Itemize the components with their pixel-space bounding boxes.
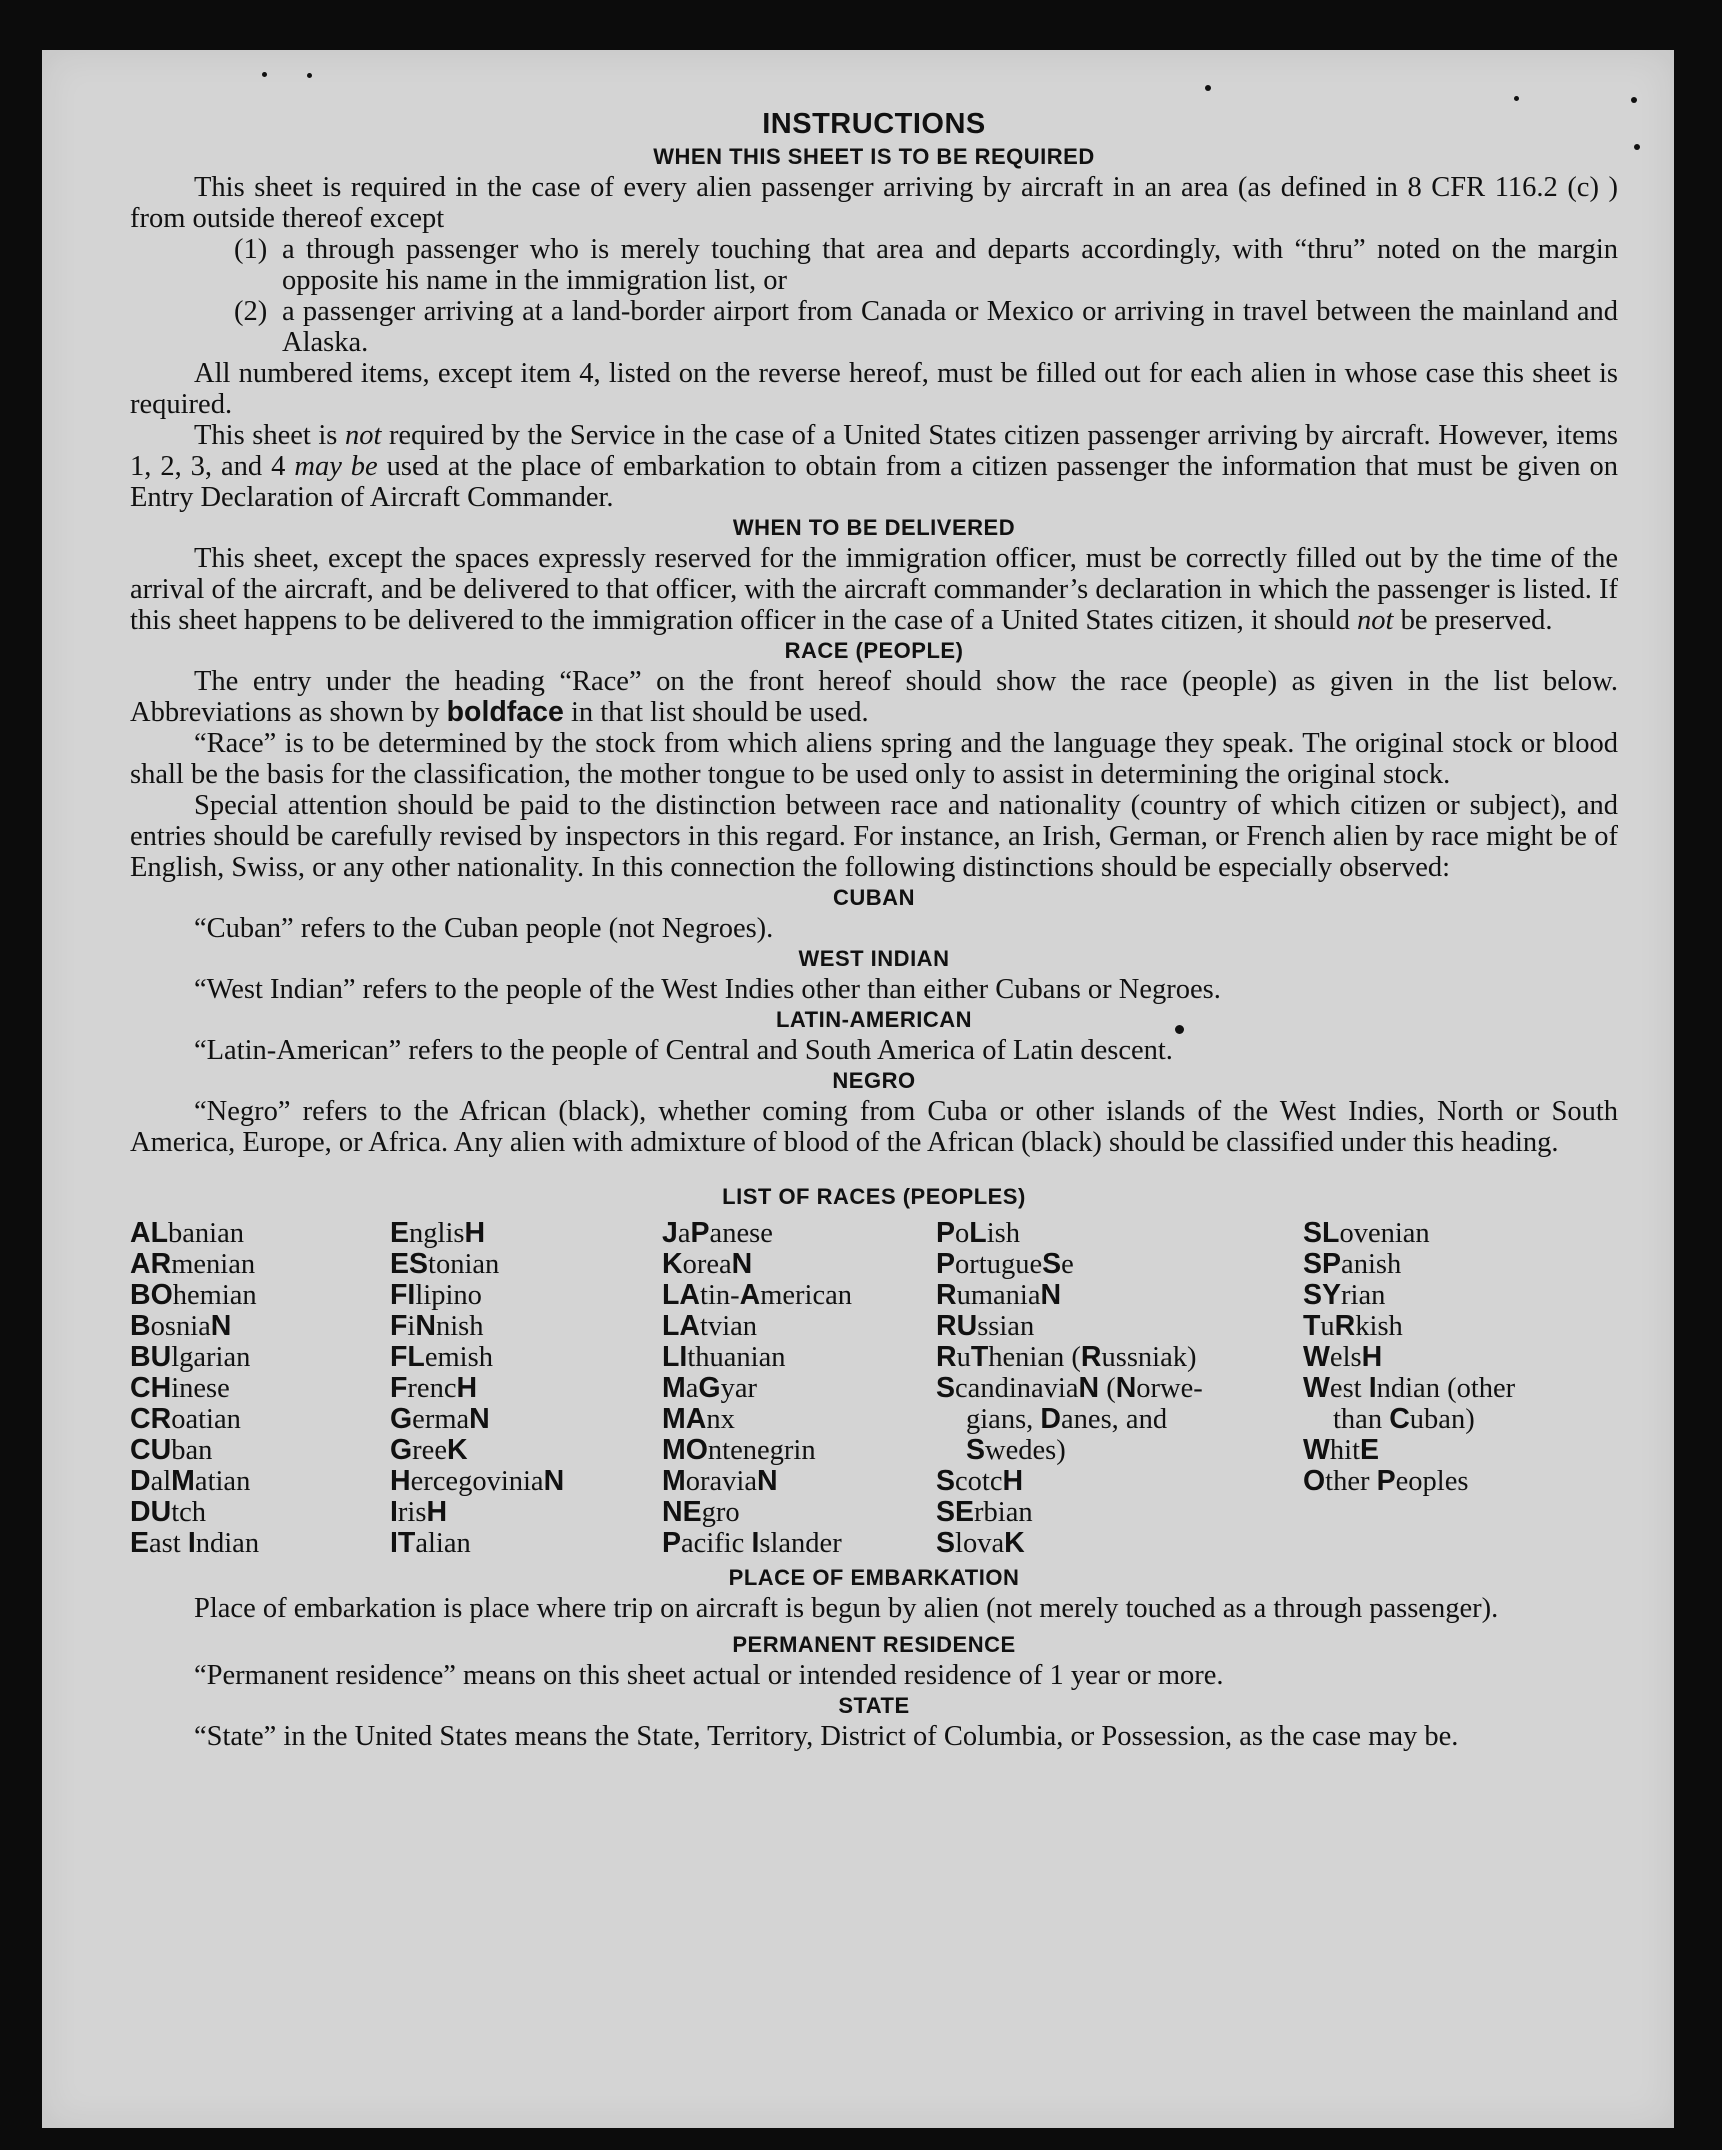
section-heading-embarkation: PLACE OF EMBARKATION: [728, 1565, 1020, 1590]
race-entry: SPanish: [1303, 1248, 1402, 1280]
list-item: [234, 296, 1618, 358]
section-heading-state: STATE: [838, 1693, 910, 1718]
section-heading-when-required: WHEN THIS SHEET IS TO BE REQUIRED: [653, 144, 1095, 169]
paragraph: “Cuban” refers to the Cuban people (not Negroes).: [194, 913, 774, 944]
race-entry: DalMatian: [130, 1465, 251, 1497]
race-entry: ScandinaviaN (Norwe-: [936, 1372, 1203, 1404]
race-entry: RUssian: [936, 1310, 1035, 1342]
race-entry: FLemish: [390, 1341, 493, 1373]
section-heading-latin-american: LATIN-AMERICAN: [775, 1007, 972, 1032]
section-heading-when-delivered: WHEN TO BE DELIVERED: [732, 515, 1016, 540]
paragraph: “Latin-American” refers to the people of Central and South America of Latin descent.: [194, 1035, 1173, 1066]
race-entry: GreeK: [390, 1434, 468, 1466]
paragraph: “Race” is to be determined by the stock from which aliens spring and the language they speak. The original stock or blood shall be the basis for the classification, the mother tongue to be used only to assist in determining the original stock.: [130, 728, 1618, 790]
paragraph: “Negro” refers to the African (black), whether coming from Cuba or other islands of the West Indies, North or South America, Europe, or Africa. Any alien with admixture of blood of the African (black) should be classified under this heading.: [130, 1096, 1618, 1158]
document-page: [42, 50, 1674, 2128]
item-text: a passenger arriving at a land-border airport from Canada or Mexico or arriving in travel between the mainland and Alaska.: [282, 296, 1618, 358]
race-entry: ALbanian: [130, 1217, 244, 1249]
item-text: a through passenger who is merely touching that area and departs accordingly, with “thru” noted on the margin opposite his name in the immigration list, or: [282, 234, 1618, 296]
text-run: in that list should be used.: [563, 697, 869, 728]
race-entry: BUlgarian: [130, 1341, 251, 1373]
race-entry: FiNnish: [390, 1310, 484, 1342]
race-entry: CUban: [130, 1434, 213, 1466]
race-column-2: [390, 1218, 662, 1559]
scan-speck: [1631, 97, 1637, 103]
race-entry: SlovaK: [936, 1527, 1025, 1559]
race-column-5: [1303, 1218, 1603, 1559]
race-entry: gians, Danes, and: [966, 1403, 1168, 1435]
section-heading-cuban: CUBAN: [833, 885, 915, 910]
race-entry: SYrian: [1303, 1279, 1386, 1311]
paragraph: [130, 666, 1618, 728]
race-entry: PoLish: [936, 1217, 1020, 1249]
race-entry: Pacific Islander: [662, 1527, 842, 1559]
text-run: This sheet, except the spaces expressly reserved for the immigration officer, must be correctly filled out by the time of the arrival of the aircraft, and be delivered to that officer, with the aircraft commander’s declaration in which the passenger is listed. If this sheet happens to be delivered to the immigration officer in the case of a United States citizen, it should: [130, 543, 1618, 636]
race-entry: MAnx: [662, 1403, 735, 1435]
race-entry: Other Peoples: [1303, 1465, 1469, 1497]
race-entry: KoreaN: [662, 1248, 753, 1280]
section-heading-race: RACE (PEOPLE): [784, 638, 964, 663]
race-entry: PortugueSe: [936, 1248, 1074, 1280]
paragraph: “State” in the United States means the State, Territory, District of Columbia, or Possession, as the case may be.: [194, 1721, 1459, 1752]
emphasis-text: not: [1357, 605, 1394, 636]
race-entry: LAtin-American: [662, 1279, 853, 1311]
race-entry: West Indian (other: [1303, 1372, 1516, 1404]
list-item: [234, 234, 1618, 296]
page-title: INSTRUCTIONS: [762, 108, 986, 140]
race-entry: EStonian: [390, 1248, 500, 1280]
bold-text: boldface: [446, 696, 564, 728]
paragraph: Place of embarkation is place where trip on aircraft is begun by alien (not merely touched as a through passenger).: [194, 1593, 1499, 1624]
emphasis-text: may be: [294, 451, 378, 482]
race-entry: than Cuban): [1333, 1403, 1475, 1435]
race-entry: JaPanese: [662, 1217, 773, 1249]
item-number: (2): [234, 296, 268, 327]
race-entry: RumaniaN: [936, 1279, 1062, 1311]
race-entry: BosniaN: [130, 1310, 232, 1342]
race-list: [130, 1218, 1618, 1559]
scan-speck: [1205, 85, 1211, 91]
section-heading-west-indian: WEST INDIAN: [798, 946, 950, 971]
emphasis-text: not: [344, 420, 382, 451]
race-entry: Swedes): [966, 1434, 1066, 1466]
race-entry: ARmenian: [130, 1248, 256, 1280]
race-entry: BOhemian: [130, 1279, 257, 1311]
paragraph: Special attention should be paid to the distinction between race and nationality (country of which citizen or subject), and entries should be carefully revised by inspectors in this regard. For instance, an Irish, German, or French alien by race might be of English, Swiss, or any other nationality. In this connection the following distinctions should be especially observed:: [130, 790, 1618, 883]
section-heading-list-of-races: LIST OF RACES (PEOPLES): [722, 1184, 1026, 1209]
race-entry: FIlipino: [390, 1279, 482, 1311]
scan-speck: [262, 72, 267, 77]
race-column-3: [662, 1218, 936, 1559]
race-entry: EnglisH: [390, 1217, 486, 1249]
scan-speck: [1514, 96, 1519, 101]
paragraph: All numbered items, except item 4, listed on the reverse hereof, must be filled out for each alien in whose case this sheet is required.: [130, 358, 1618, 420]
race-entry: East Indian: [130, 1527, 260, 1559]
race-column-1: [130, 1218, 390, 1559]
race-entry: WhitE: [1303, 1434, 1380, 1466]
race-entry: RuThenian (Russniak): [936, 1341, 1197, 1373]
text-run: This sheet is: [194, 420, 345, 451]
race-entry: NEgro: [662, 1496, 740, 1528]
paragraph: This sheet is required in the case of every alien passenger arriving by aircraft in an area (as defined in 8 CFR 116.2 (c) ) from outside thereof except: [130, 172, 1618, 234]
text-run: The entry under the heading “Race” on the front hereof should show the race (people) as given in the list below. Abbreviations as shown by: [130, 666, 1618, 728]
item-number: (1): [234, 234, 268, 265]
section-heading-negro: NEGRO: [832, 1068, 916, 1093]
race-column-4: [936, 1218, 1303, 1559]
text-run: be preserved.: [1393, 605, 1553, 636]
race-entry: FrencH: [390, 1372, 478, 1404]
race-entry: ITalian: [390, 1527, 471, 1559]
race-entry: DUtch: [130, 1496, 207, 1528]
race-entry: TuRkish: [1303, 1310, 1403, 1342]
race-entry: HercegoviniaN: [390, 1465, 565, 1497]
race-entry: WelsH: [1303, 1341, 1383, 1373]
text-run: required by the Service in the case of a United States citizen passenger arriving by aircraft. However, items 1, 2, 3, and 4: [130, 420, 1618, 482]
text-run: used at the place of embarkation to obtain from a citizen passenger the information that must be given on Entry Declaration of Aircraft Commander.: [130, 451, 1619, 513]
scan-speck: [307, 73, 312, 78]
paragraph: [130, 420, 1618, 513]
paragraph: “West Indian” refers to the people of the West Indies other than either Cubans or Negroes.: [194, 974, 1221, 1005]
paragraph: “Permanent residence” means on this sheet actual or intended residence of 1 year or more.: [194, 1660, 1224, 1691]
race-entry: MoraviaN: [662, 1465, 778, 1497]
race-entry: ScotcH: [936, 1465, 1024, 1497]
race-entry: LIthuanian: [662, 1341, 786, 1373]
race-entry: LAtvian: [662, 1310, 758, 1342]
race-entry: CHinese: [130, 1372, 230, 1404]
race-entry: SLovenian: [1303, 1217, 1430, 1249]
paragraph: [130, 543, 1618, 636]
scan-speck: [1634, 144, 1640, 150]
section-heading-permanent-residence: PERMANENT RESIDENCE: [732, 1632, 1016, 1657]
race-entry: CRoatian: [130, 1403, 241, 1435]
race-entry: IrisH: [390, 1496, 448, 1528]
race-entry: MOntenegrin: [662, 1434, 816, 1466]
race-entry: MaGyar: [662, 1372, 757, 1404]
race-entry: SErbian: [936, 1496, 1033, 1528]
race-entry: GermaN: [390, 1403, 490, 1435]
